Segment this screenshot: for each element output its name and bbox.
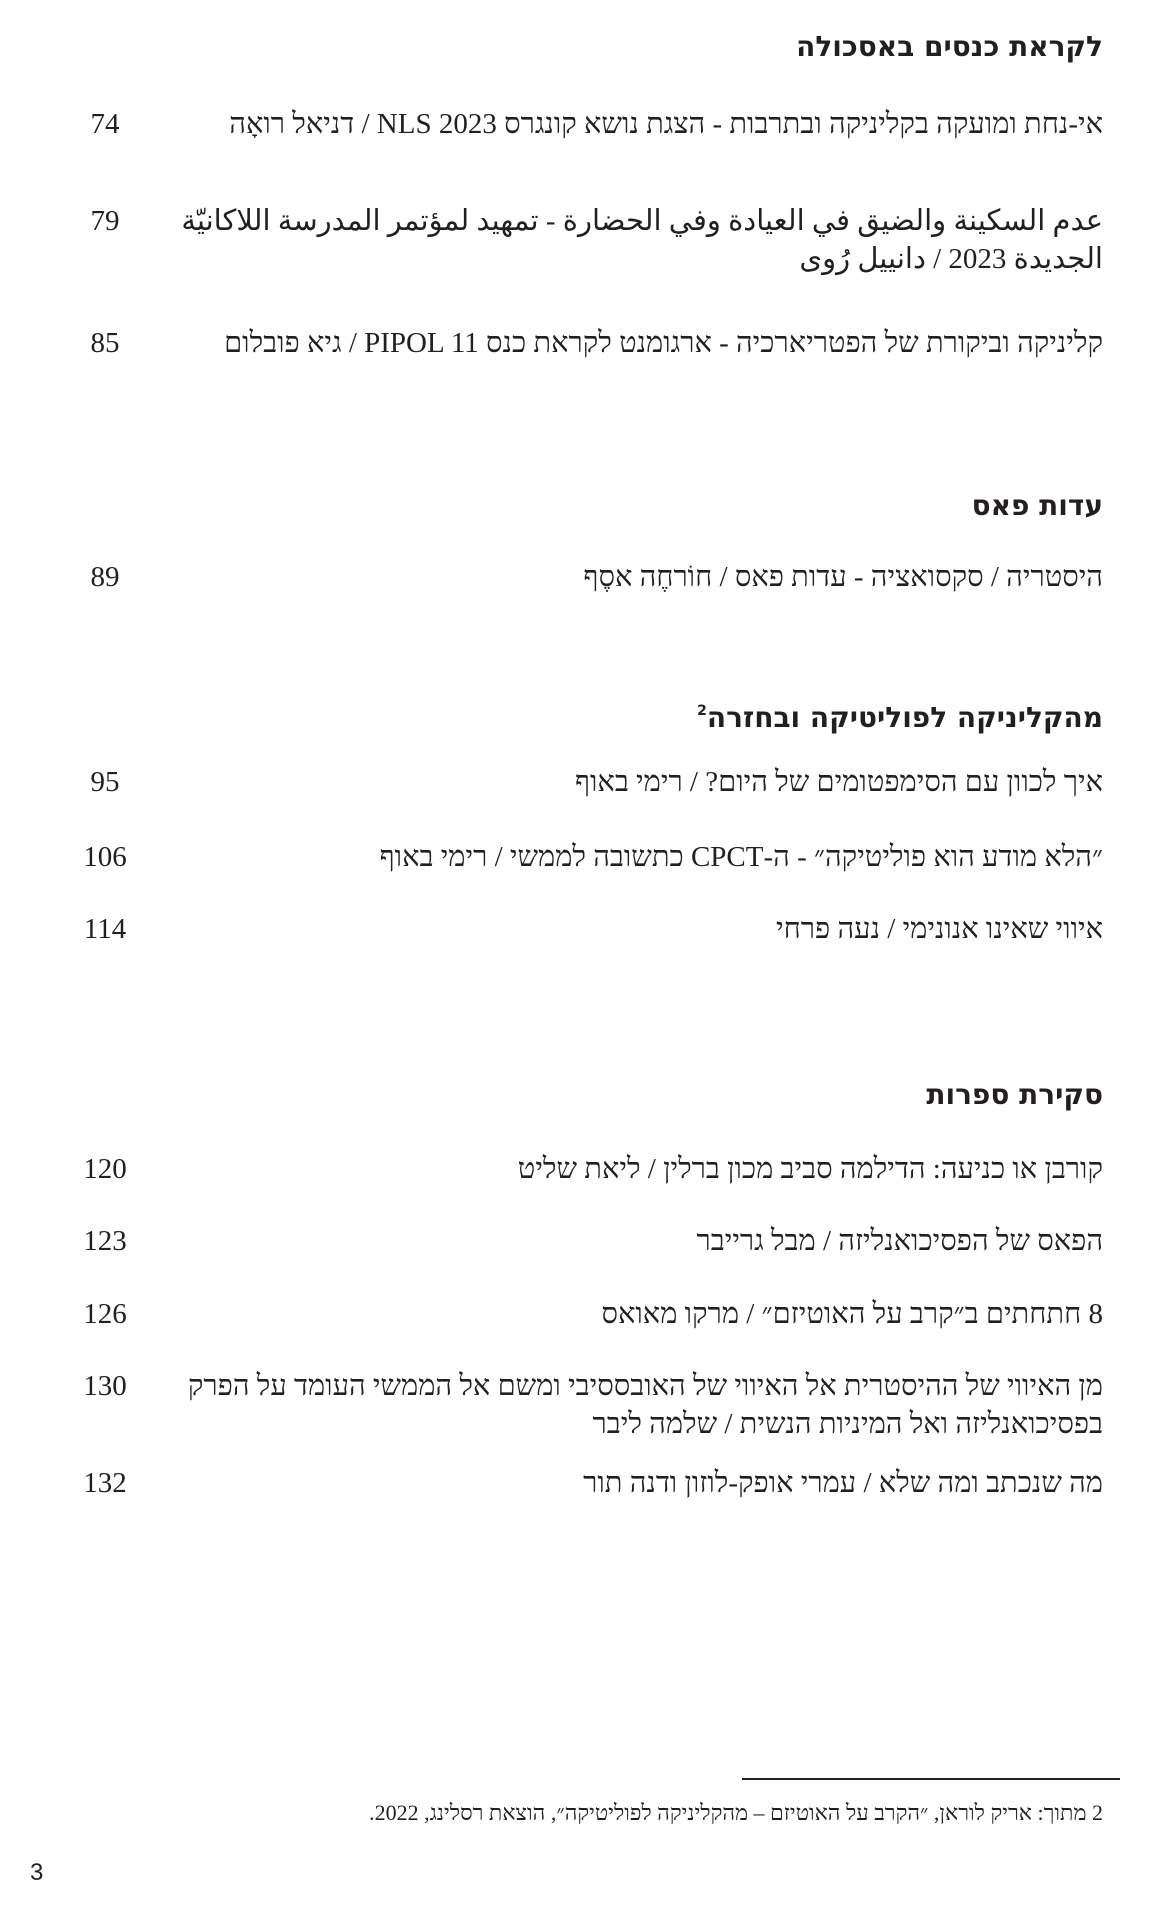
section-heading-conferences: לקראת כנסים באסכולה <box>796 30 1103 63</box>
toc-entry-title: מן האיווי של ההיסטרית אל האיווי של האובססיבי ומשם אל הממשי העומד על הפרק בפסיכואנליזה ואל המיניות הנשית / שלמה ליבר <box>187 1370 1103 1440</box>
toc-entry-page: 89 <box>90 561 120 593</box>
toc-entry-title: عدم السكينة والضيق في العيادة وفي الحضارة - تمهيد لمؤتمر المدرسة اللاكانيّة الجديدة 2023 / دانييل رُوى <box>181 205 1103 275</box>
toc-entry-title: קורבן או כניעה: הדילמה סביב מכון ברלין / ליאת שליט <box>517 1153 1103 1185</box>
toc-entry-page: 120 <box>83 1153 127 1185</box>
section-heading-clinic-politics <box>200 694 1103 735</box>
toc-entry-title: אי-נחת ומועקה בקליניקה ובתרבות - הצגת נושא קונגרס NLS 2023 / דניאל רואָה <box>229 108 1103 140</box>
toc-entry-title: קליניקה וביקורת של הפטריארכיה - ארגומנט לקראת כנס PIPOL 11 / גיא פובלום <box>224 327 1103 359</box>
toc-entry-page: 106 <box>83 841 127 873</box>
toc-entry-title: איווי שאינו אנונימי / נעה פרחי <box>776 913 1103 945</box>
section-heading-pass-testimony: עדות פאס <box>971 489 1103 522</box>
toc-entry-page: 114 <box>83 913 127 945</box>
footnote-marker[interactable]: 2 <box>697 703 707 719</box>
toc-entry-title: 8 חתחתים ב״קרב על האוטיזם״ / מרקו מאואס <box>601 1298 1103 1330</box>
toc-entry-title: היסטריה / סקסואציה - עדות פאס / חוֹרחֶה אסֶף <box>583 561 1103 593</box>
toc-entry-page: 85 <box>90 327 120 359</box>
toc-entry-page: 130 <box>83 1370 127 1402</box>
toc-entry-title: איך לכוון עם הסימפטומים של היום? / רימי באוף <box>574 766 1103 798</box>
section-heading-text: מהקליניקה לפוליטיקה ובחזרה <box>706 701 1103 734</box>
toc-entry-page: 79 <box>90 205 120 237</box>
toc-entry-page: 132 <box>83 1467 127 1499</box>
toc-entry-page: 123 <box>83 1225 127 1257</box>
toc-entry-page: 95 <box>90 766 120 798</box>
toc-entry-title: ״הלא מודע הוא פוליטיקה״ - ה-CPCT כתשובה לממשי / רימי באוף <box>379 841 1103 873</box>
footnote-divider <box>742 1778 1120 1780</box>
toc-entry-page: 74 <box>90 108 120 140</box>
footnote: 2 מתוך: אריק לוראן, ״הקרב על האוטיזם – מהקליניקה לפוליטיקה״, הוצאת רסלינג, 2022. <box>369 1800 1103 1825</box>
toc-entry-title: מה שנכתב ומה שלא / עמרי אופק-לוזון ודנה תור <box>583 1467 1103 1499</box>
toc-entry-page: 126 <box>83 1298 127 1330</box>
page-number: 3 <box>30 1859 44 1886</box>
section-heading-literature-review: סקירת ספרות <box>926 1078 1103 1111</box>
toc-entry-title: הפאס של הפסיכואנליזה / מבל גרייבר <box>696 1225 1103 1257</box>
